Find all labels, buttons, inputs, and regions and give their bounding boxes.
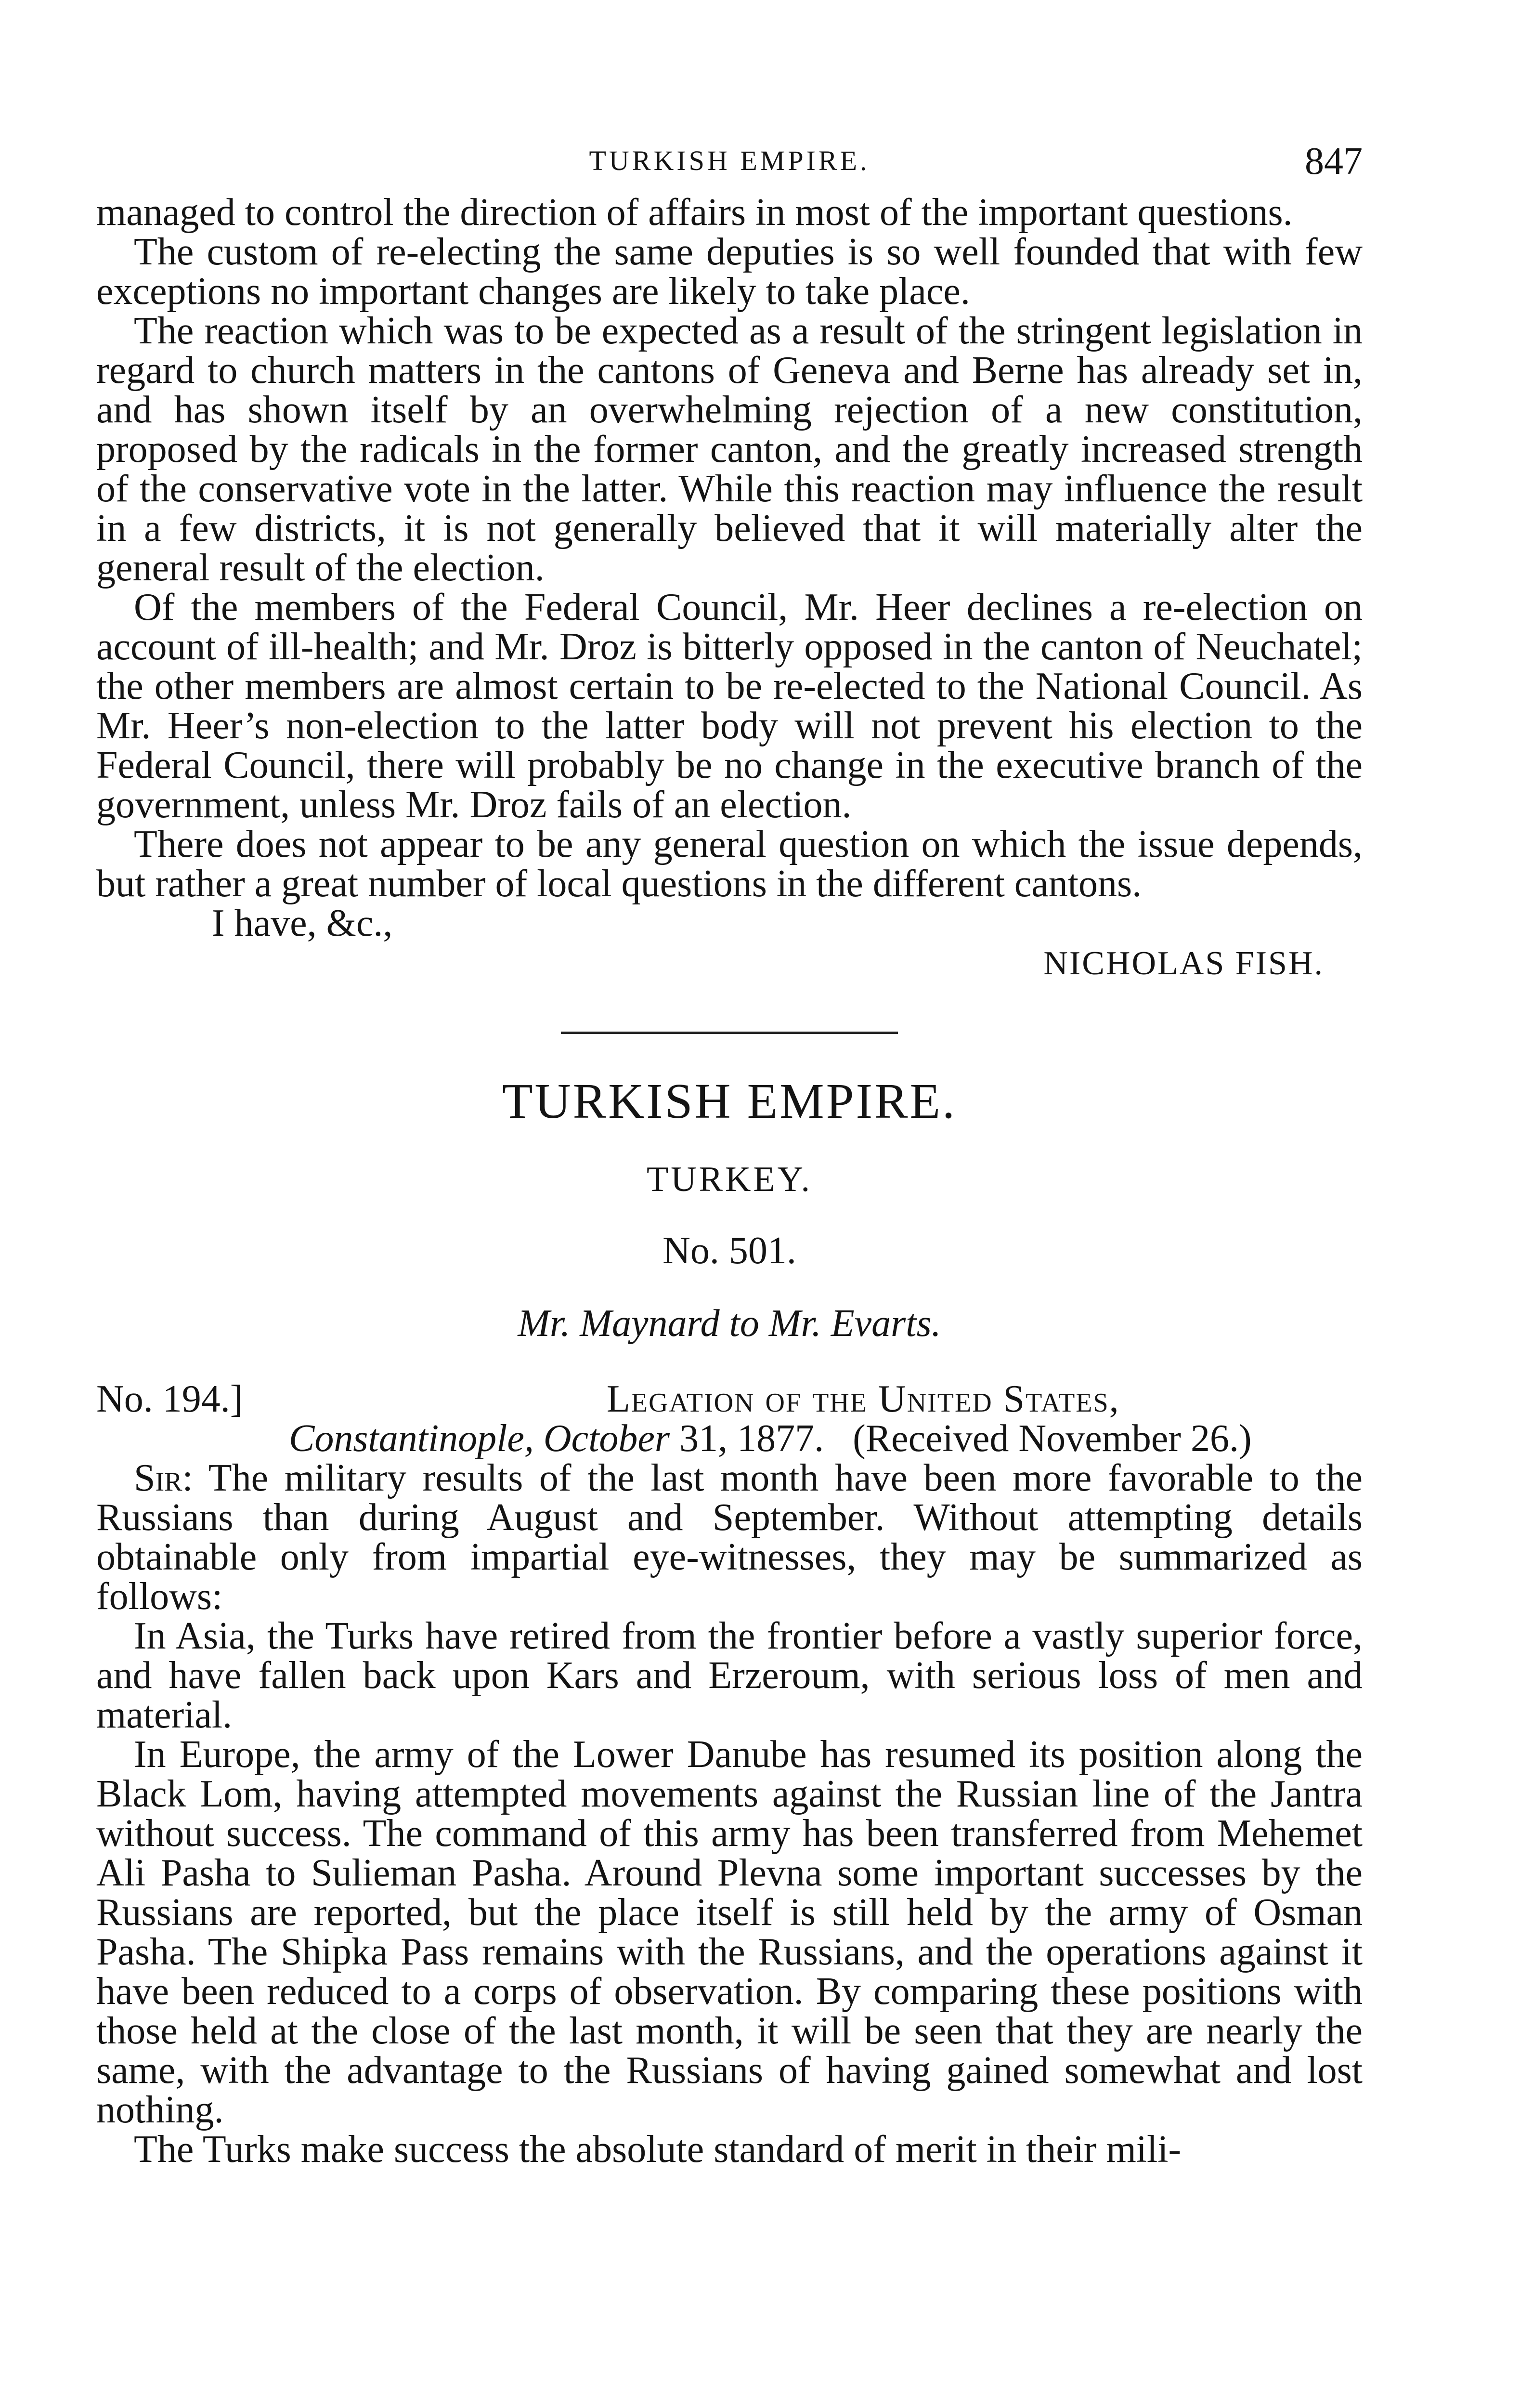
received-note: (Received November 26.)	[853, 1417, 1252, 1460]
despatch-number: No. 194.]	[96, 1378, 243, 1420]
paragraph: There does not appear to be any general question on which the issue depends, but rather a great number of local questions in the different cantons.	[96, 823, 1363, 905]
paragraph: managed to control the direction of affairs in most of the important questions.	[96, 191, 1293, 234]
paragraph: The reaction which was to be expected as a result of the stringent legislation in regard to church matters in the cantons of Geneva and Berne has already set in, and has shown itself by an overwhelming rejection of a new constitution, proposed by the radicals in the former canton, and the greatly increased strength of the conservative vote in the latter. While this reaction may influence the result in a few districts, it is not generally believed that it will materially alter the general result of the election.	[96, 310, 1363, 589]
paragraph: The Turks make success the absolute standard of merit in their mili-	[134, 2128, 1182, 2171]
paragraph: In Europe, the army of the Lower Danube has resumed its position along the Black Lom, having attempted movements against the Russian line of the Jantra without success. The command of this army has been transferred from Mehemet Ali Pasha to Sulieman Pasha. Around Plevna some important successes by the Russians are reported, but the place itself is still held by the army of Osman Pasha. The Shipka Pass remains with the Russians, and the operations against it have been reduced to a corps of observation. By comparing these positions with those held at the close of the last month, it will be seen that they are nearly the same, with the advantage to the Russians of having gained somewhat and lost nothing.	[96, 1733, 1363, 2131]
section-title: TURKISH EMPIRE.	[502, 1073, 957, 1129]
page-number: 847	[1305, 140, 1363, 183]
country-heading: TURKEY.	[646, 1160, 813, 1199]
place-and-date	[289, 1419, 1252, 1458]
date-month: October	[543, 1417, 670, 1460]
dateline	[96, 1379, 1363, 1458]
place: Constantinople,	[289, 1417, 534, 1460]
section-divider	[561, 1032, 898, 1034]
paragraph: Of the members of the Federal Council, Mr. Heer declines a re-election on account of ill-health; and Mr. Droz is bitterly opposed in the canton of Neuchatel; the other members are almost certain to be re-elected to the National Council. As Mr. Heer’s non-election to the latter body will not prevent his election to the Federal Council, there will probably be no change in the executive branch of the government, unless Mr. Droz fails of an election.	[96, 586, 1363, 826]
document-page	[96, 140, 1363, 2169]
date-day-year: 31, 1877.	[670, 1417, 824, 1460]
legation-name: Legation of the United States,	[607, 1378, 1120, 1420]
running-header	[96, 140, 1363, 193]
salutation: Sir	[134, 1457, 182, 1499]
letter-body	[96, 1458, 1363, 2169]
paragraph	[96, 1458, 1363, 1616]
paragraph-text: : The military results of the last month have been more favorable to the Russians than during August and September. Without attempting details obtainable only from impartial eye-witnesses, they may be summarized as follows:	[96, 1457, 1363, 1618]
closing-line: I have, &c.,	[212, 902, 393, 944]
correspondence-heading: Mr. Maynard to Mr. Evarts.	[518, 1302, 941, 1345]
previous-letter-body	[96, 193, 1363, 983]
paragraph: In Asia, the Turks have retired from the frontier before a vastly superior force, and have fallen back upon Kars and Erzeroum, with serious loss of men and material.	[96, 1615, 1363, 1736]
running-title: TURKISH EMPIRE.	[589, 145, 870, 176]
signature: NICHOLAS FISH.	[1043, 945, 1324, 982]
document-number: No. 501.	[663, 1230, 796, 1272]
paragraph: The custom of re-electing the same deputies is so well founded that with few exceptions no important changes are likely to take place.	[96, 231, 1363, 313]
